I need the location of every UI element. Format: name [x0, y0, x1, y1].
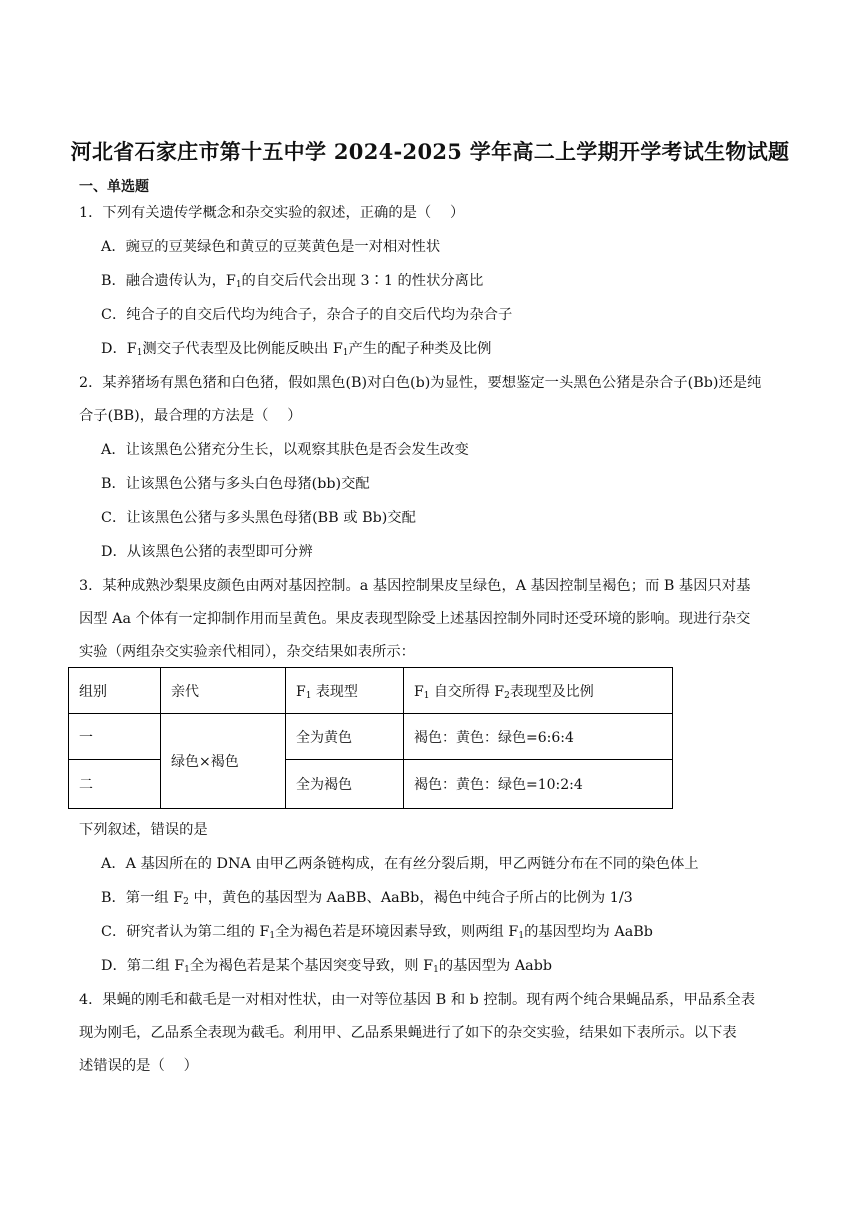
table-header-row: [69, 668, 673, 714]
q1-option-b: B．融合遗传认为，$F_1$的自交后代会出现 3∶1 的性状分离比: [101, 273, 484, 290]
q4-stem-line3: 述错误的是（ ）: [79, 1058, 198, 1074]
table-cell-group: 一: [69, 714, 161, 760]
table-cell-f1: 全为褐色: [286, 760, 404, 809]
q3-stem-line3: 实验（两组杂交实验亲代相同），杂交结果如表所示：: [79, 644, 415, 660]
q3-after-table: 下列叙述，错误的是: [79, 822, 208, 838]
q3-stem-line2: 因型 Aa 个体有一定抑制作用而呈黄色。果皮表现型除受上述基因控制外同时还受环境的影响。现进行杂交: [79, 611, 751, 627]
q2-option-c: C．让该黑色公猪与多头黑色母猪(BB 或 Bb)交配: [101, 510, 416, 526]
q1-option-d: D．$F_1$测交子代表型及比例能反映出 $F_1$产生的配子种类及比例: [101, 341, 492, 358]
table-cell-parent: 绿色×褐色: [161, 714, 286, 809]
section-heading: 一、单选题: [79, 179, 149, 195]
q3-results-table: [68, 667, 673, 809]
q3-option-d: D．第二组 $F_1$全为褐色若是某个基因突变导致，则 $F_1$的基因型为 Aabb: [101, 958, 552, 975]
q2-option-d: D．从该黑色公猪的表型即可分辨: [101, 544, 313, 560]
table-cell-f2: 褐色：黄色：绿色=6:6:4: [404, 714, 673, 760]
q2-stem-line1: 2．某养猪场有黑色猪和白色猪，假如黑色(B)对白色(b)为显性，要想鉴定一头黑色公猪是杂合子(Bb)还是纯: [79, 375, 762, 391]
table-cell-group: 二: [69, 760, 161, 809]
q4-stem-line1: 4．果蝇的刚毛和截毛是一对相对性状，由一对等位基因 B 和 b 控制。现有两个纯合果蝇品系，甲品系全表: [79, 992, 755, 1008]
table-header-cell: $F_1$ 表现型: [286, 668, 404, 714]
table-header-cell: $F_1$ 自交所得 $F_2$表现型及比例: [404, 668, 673, 714]
table-header-cell: 亲代: [161, 668, 286, 714]
q2-option-a: A．让该黑色公猪充分生长，以观察其肤色是否会发生改变: [101, 442, 469, 458]
q3-option-a: A．A 基因所在的 DNA 由甲乙两条链构成，在有丝分裂后期，甲乙两链分布在不同的染色体上: [101, 856, 699, 872]
q1-stem: 1．下列有关遗传学概念和杂交实验的叙述，正确的是（ ）: [79, 205, 465, 221]
table-row: [69, 714, 673, 760]
q3-stem-line1: 3．某种成熟沙梨果皮颜色由两对基因控制。a 基因控制果皮呈绿色，A 基因控制呈褐色；而 B 基因只对基: [79, 578, 751, 594]
q3-option-b: B．第一组 $F_2$ 中，黄色的基因型为 AaBB、AaBb，褐色中纯合子所占的比例为 1/3: [101, 890, 633, 907]
table-cell-f2: 褐色：黄色：绿色=10:2:4: [404, 760, 673, 809]
table-header-cell: 组别: [69, 668, 161, 714]
table-cell-f1: 全为黄色: [286, 714, 404, 760]
page-title: 河北省石家庄市第十五中学 2024-2025 学年高二上学期开学考试生物试题: [70, 139, 790, 164]
q1-option-c: C．纯合子的自交后代均为纯合子，杂合子的自交后代均为杂合子: [101, 307, 513, 323]
q4-stem-line2: 现为刚毛，乙品系全表现为截毛。利用甲、乙品系果蝇进行了如下的杂交实验，结果如下表所示。以下表: [79, 1025, 737, 1041]
q2-option-b: B．让该黑色公猪与多头白色母猪(bb)交配: [101, 476, 370, 492]
table-row: [69, 760, 673, 809]
q1-option-a: A．豌豆的豆荚绿色和黄豆的豆荚黄色是一对相对性状: [101, 239, 441, 255]
q2-stem-line2: 合子(BB)，最合理的方法是（ ）: [79, 408, 302, 424]
q3-option-c: C．研究者认为第二组的 $F_1$全为褐色若是环境因素导致，则两组 $F_1$的基因型均为 AaBb: [101, 924, 653, 941]
